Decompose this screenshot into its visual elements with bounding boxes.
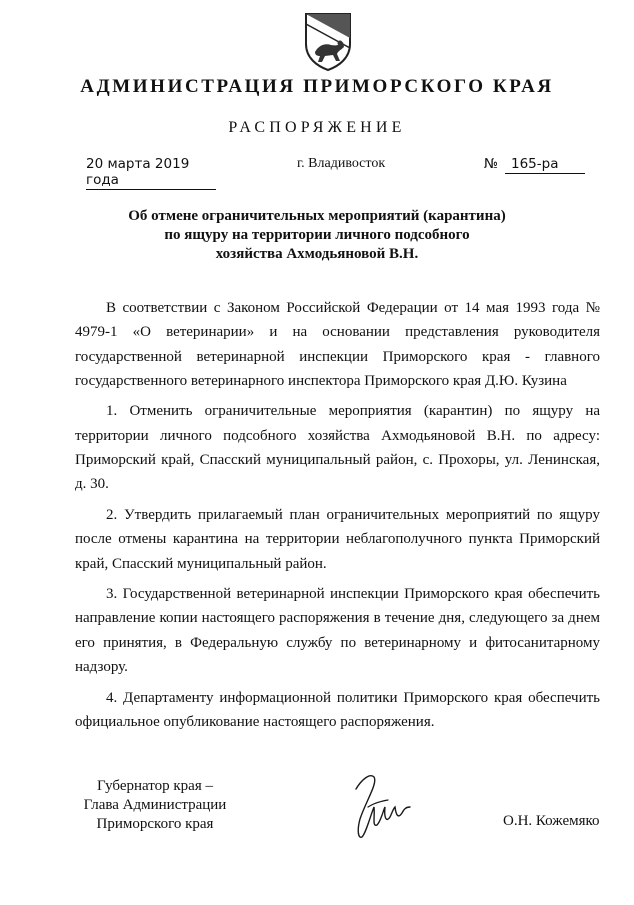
signatory-name: О.Н. Кожемяко [503, 813, 600, 829]
title-line: Об отмене ограничительных мероприятий (карантина) [128, 208, 506, 224]
document-city: г. Владивосток [297, 156, 386, 171]
coat-of-arms-emblem-icon [303, 12, 353, 72]
item-4-paragraph: 4. Департаменту информационной политики Приморского края обеспечить официальное опубликование настоящего распоряжения. [75, 689, 600, 730]
number-sign: № [484, 156, 499, 172]
position-line: Глава Администрации [83, 797, 227, 813]
signatory-position [75, 777, 235, 834]
document-type: РАСПОРЯЖЕНИЕ [228, 119, 406, 136]
organization-name: АДМИНИСТРАЦИЯ ПРИМОРСКОГО КРАЯ [80, 76, 554, 97]
position-line: Приморского края [96, 816, 214, 832]
handwritten-signature-icon [348, 767, 414, 842]
item-2-paragraph: 2. Утвердить прилагаемый план ограничительных мероприятий по ящуру после отмены карантина на территории неблагополучного пункта Приморский край, Спасский муниципальный район. [75, 506, 600, 572]
document-date: 20 марта 2019 года [86, 156, 216, 190]
document-body [75, 296, 600, 741]
item-3-paragraph: 3. Государственной ветеринарной инспекции Приморского края обеспечить направление копии настоящего распоряжения в течение дня, следующего за днем его принятия, в Федеральную службу по ветеринарному и фитосанитарному надзору. [75, 586, 600, 676]
document-number: 165-ра [505, 156, 585, 174]
title-line: хозяйства Ахмодьяновой В.Н. [215, 246, 419, 262]
intro-paragraph: В соответствии с Законом Российской Федерации от 14 мая 1993 года № 4979-1 «О ветеринарии» и на основании представления руководителя государственной ветеринарной инспекции Приморского края - главного государственного ветеринарного инспектора Приморского края Д.Ю. Кузина [75, 300, 600, 389]
title-line: по ящуру на территории личного подсобного [164, 227, 470, 243]
document-title [80, 207, 554, 264]
item-1-paragraph: 1. Отменить ограничительные мероприятия (карантин) по ящуру на территории личного подсобного хозяйства Ахмодьяновой В.Н. по адресу: Приморский край, Спасский муниципальный район, с. Прохоры, ул. Ленинская, д. 30. [75, 403, 600, 493]
position-line: Губернатор края – [97, 778, 213, 794]
